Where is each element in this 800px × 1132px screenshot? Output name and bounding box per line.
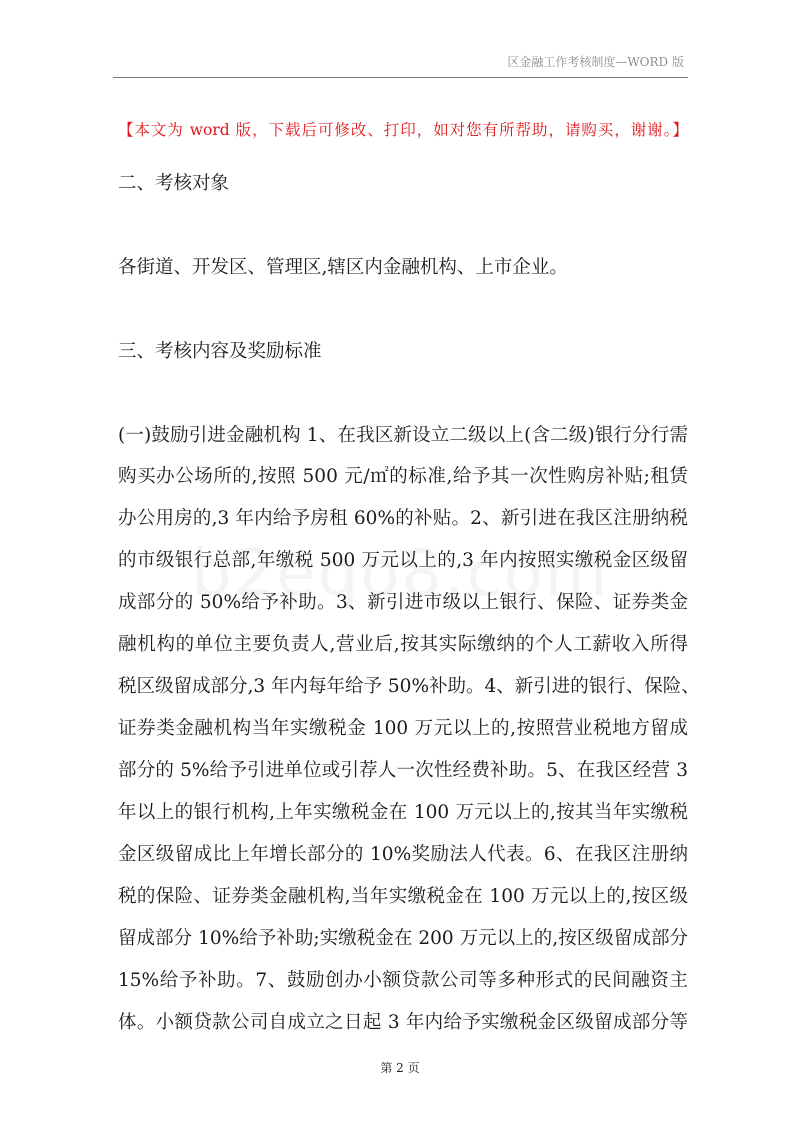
section-heading-objects: 二、考核对象 [118, 173, 230, 194]
section-text-objects: 各街道、开发区、管理区,辖区内金融机构、上市企业。 [118, 257, 568, 278]
section-heading-content: 三、考核内容及奖励标准 [118, 341, 322, 362]
page-header-title: 区金融工作考核制度—WORD 版 [507, 55, 684, 69]
paragraph-line: 的市级银行总部,年缴税 500 万元以上的,3 年内按照实缴税金区级留 [118, 550, 688, 571]
page-number: 第 2 页 [380, 1061, 420, 1075]
header-divider [113, 77, 688, 78]
paragraph-line: 成部分的 50%给予补助。3、新引进市级以上银行、保险、证券类金 [118, 592, 688, 613]
paragraph-line: 年以上的银行机构,上年实缴税金在 100 万元以上的,按其当年实缴税 [118, 802, 688, 823]
paragraph-line: 购买办公场所的,按照 500 元/㎡的标准,给予其一次性购房补贴;租赁 [118, 466, 688, 487]
paragraph-line: 15%给予补助。7、鼓励创办小额贷款公司等多种形式的民间融资主 [118, 970, 688, 991]
paragraph-line: (一)鼓励引进金融机构 1、在我区新设立二级以上(含二级)银行分行需 [118, 425, 688, 446]
paragraph-line: 办公用房的,3 年内给予房租 60%的补贴。2、新引进在我区注册纳税 [118, 508, 688, 529]
paragraph-line: 融机构的单位主要负责人,营业后,按其实际缴纳的个人工薪收入所得 [118, 634, 688, 655]
paragraph-line: 税的保险、证券类金融机构,当年实缴税金在 100 万元以上的,按区级 [118, 886, 688, 907]
paragraph-line: 金区级留成比上年增长部分的 10%奖励法人代表。6、在我区注册纳 [118, 844, 688, 865]
paragraph-line: 部分的 5%给予引进单位或引荐人一次性经费补助。5、在我区经营 3 [118, 760, 688, 781]
paragraph-line: 税区级留成部分,3 年内每年给予 50%补助。4、新引进的银行、保险、 [118, 676, 700, 697]
paragraph-line: 留成部分 10%给予补助;实缴税金在 200 万元以上的,按区级留成部分 [118, 928, 688, 949]
paragraph-line: 体。小额贷款公司自成立之日起 3 年内给予实缴税金区级留成部分等 [118, 1012, 688, 1033]
paragraph-line: 证券类金融机构当年实缴税金 100 万元以上的,按照营业税地方留成 [118, 718, 688, 739]
purchase-notice: 【本文为 word 版，下载后可修改、打印，如对您有所帮助，请购买，谢谢。】 [118, 121, 688, 139]
